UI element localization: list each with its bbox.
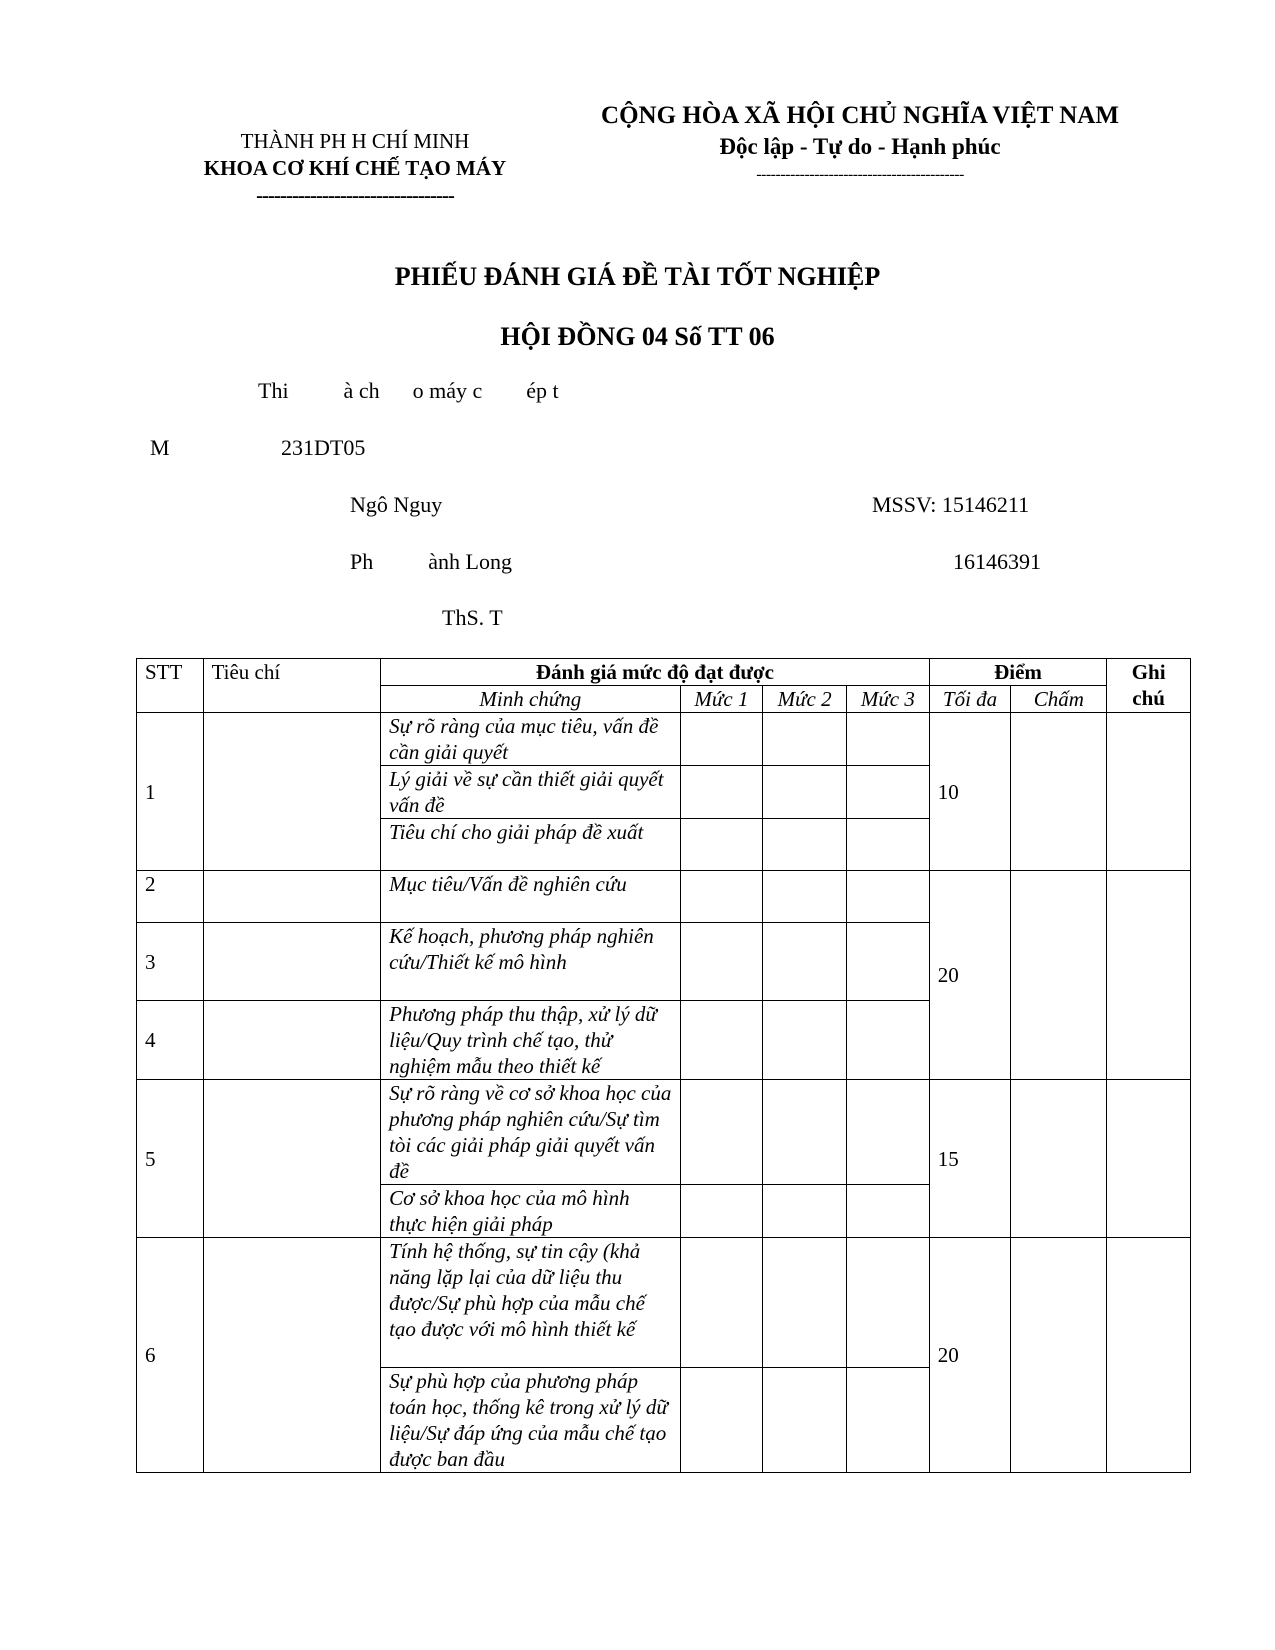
- header-max: Tối đa: [929, 686, 1011, 713]
- criteria-cell: [203, 1001, 381, 1080]
- criteria-cell: [203, 923, 381, 1001]
- header-score: Điểm: [929, 659, 1107, 686]
- header-graded: Chấm: [1011, 686, 1107, 713]
- table-row: [137, 713, 1191, 766]
- graded-score-cell[interactable]: [1011, 1080, 1107, 1238]
- max-score-cell: 10: [929, 713, 1011, 871]
- level2-cell[interactable]: [763, 1185, 847, 1238]
- level3-cell[interactable]: [846, 1368, 929, 1473]
- header-level2: Mức 2: [763, 686, 847, 713]
- max-score-cell: 20: [929, 1238, 1011, 1473]
- level1-cell[interactable]: [680, 766, 763, 819]
- page-title: PHIẾU ĐÁNH GIÁ ĐỀ TÀI TỐT NGHIỆP: [394, 262, 881, 291]
- header-level3: Mức 3: [846, 686, 929, 713]
- topic-code: 231DT05: [281, 435, 366, 460]
- level1-cell[interactable]: [680, 1368, 763, 1473]
- header-stt: STT: [137, 659, 204, 713]
- evidence-cell: Phương pháp thu thập, xử lý dữ liệu/Quy trình chế tạo, thử nghiệm mẫu theo thiết kế: [381, 1001, 681, 1080]
- header-level1: Mức 1: [680, 686, 763, 713]
- evidence-cell: Sự rõ ràng của mục tiêu, vấn đề cần giải quyết: [381, 713, 681, 766]
- evidence-cell: Sự rõ ràng về cơ sở khoa học của phương pháp nghiên cứu/Sự tìm tòi các giải pháp giải quyết vấn đề: [381, 1080, 681, 1185]
- level3-cell[interactable]: [846, 819, 929, 871]
- criteria-cell: [203, 871, 381, 923]
- student2-id: 16146391: [953, 549, 1041, 574]
- city-line: THÀNH PH H CHÍ MINH: [240, 129, 470, 153]
- table-row: [137, 1238, 1191, 1368]
- max-score-cell: 20: [929, 871, 1011, 1080]
- evidence-cell: Mục tiêu/Vấn đề nghiên cứu: [381, 871, 681, 923]
- level2-cell[interactable]: [763, 1238, 847, 1368]
- evidence-cell: Tính hệ thống, sự tin cậy (khả năng lặp lại của dữ liệu thu được/Sự phù hợp của mẫu chế tạo được với mô hình thiết kế: [381, 1238, 681, 1368]
- evidence-cell: Sự phù hợp của phương pháp toán học, thống kê trong xử lý dữ liệu/Sự đáp ứng của mẫu chế tạo được ban đầu: [381, 1368, 681, 1473]
- level1-cell[interactable]: [680, 1001, 763, 1080]
- note-cell[interactable]: [1107, 871, 1191, 1080]
- level2-cell[interactable]: [763, 1368, 847, 1473]
- level1-cell[interactable]: [680, 1080, 763, 1185]
- level3-cell[interactable]: [846, 923, 929, 1001]
- level1-cell[interactable]: [680, 713, 763, 766]
- note-cell[interactable]: [1107, 1238, 1191, 1473]
- graded-score-cell[interactable]: [1011, 1238, 1107, 1473]
- level3-cell[interactable]: [846, 1185, 929, 1238]
- level1-cell[interactable]: [680, 923, 763, 1001]
- table-row: [137, 871, 1191, 923]
- evidence-cell: Cơ sở khoa học của mô hình thực hiện giải pháp: [381, 1185, 681, 1238]
- national-header: [600, 100, 1120, 188]
- right-divider: -------------------------------------------: [756, 166, 964, 183]
- row-stt: 5: [137, 1080, 204, 1238]
- level2-cell[interactable]: [763, 713, 847, 766]
- council-subtitle: HỘI ĐỒNG 04 Số TT 06: [500, 322, 775, 351]
- max-score-cell: 15: [929, 1080, 1011, 1238]
- level2-cell[interactable]: [763, 871, 847, 923]
- criteria-cell: [203, 1080, 381, 1238]
- evidence-cell: Lý giải về sự cần thiết giải quyết vấn đề: [381, 766, 681, 819]
- code-label: M: [150, 435, 170, 460]
- level3-cell[interactable]: [846, 1238, 929, 1368]
- student1-name: Ngô Nguy: [350, 492, 443, 517]
- level2-cell[interactable]: [763, 1080, 847, 1185]
- left-divider: ---------------------------------: [256, 183, 454, 207]
- level3-cell[interactable]: [846, 871, 929, 923]
- graded-score-cell[interactable]: [1011, 871, 1107, 1080]
- row-stt: 2: [137, 871, 204, 923]
- level2-cell[interactable]: [763, 766, 847, 819]
- evidence-cell: Kế hoạch, phương pháp nghiên cứu/Thiết kế mô hình: [381, 923, 681, 1001]
- motto: Độc lập - Tự do - Hạnh phúc: [719, 134, 1001, 159]
- level3-cell[interactable]: [846, 1001, 929, 1080]
- criteria-cell: [203, 713, 381, 871]
- level3-cell[interactable]: [846, 713, 929, 766]
- row-stt: 1: [137, 713, 204, 871]
- country-name: CỘNG HÒA XÃ HỘI CHỦ NGHĨA VIỆT NAM: [601, 102, 1119, 129]
- level1-cell[interactable]: [680, 1238, 763, 1368]
- level3-cell[interactable]: [846, 766, 929, 819]
- level2-cell[interactable]: [763, 923, 847, 1001]
- advisor-name: ThS. T: [442, 605, 503, 630]
- evidence-cell: Tiêu chí cho giải pháp đề xuất: [381, 819, 681, 871]
- header-note: Ghi chú: [1107, 659, 1191, 713]
- note-cell[interactable]: [1107, 713, 1191, 871]
- evaluation-table: [136, 658, 1191, 1473]
- level1-cell[interactable]: [680, 1185, 763, 1238]
- level2-cell[interactable]: [763, 1001, 847, 1080]
- student2-name: Ph ành Long: [350, 549, 512, 574]
- institution-header: [190, 128, 520, 209]
- row-stt: 6: [137, 1238, 204, 1473]
- header-evidence: Minh chứng: [381, 686, 681, 713]
- row-stt: 3: [137, 923, 204, 1001]
- criteria-cell: [203, 1238, 381, 1473]
- header-assessment: Đánh giá mức độ đạt được: [381, 659, 930, 686]
- level2-cell[interactable]: [763, 819, 847, 871]
- student1-id: MSSV: 15146211: [872, 492, 1030, 517]
- level3-cell[interactable]: [846, 1080, 929, 1185]
- level1-cell[interactable]: [680, 819, 763, 871]
- faculty-name: KHOA CƠ KHÍ CHẾ TẠO MÁY: [203, 156, 507, 180]
- header-criteria: Tiêu chí: [203, 659, 381, 713]
- row-stt: 4: [137, 1001, 204, 1080]
- graded-score-cell[interactable]: [1011, 713, 1107, 871]
- table-row: [137, 1080, 1191, 1185]
- level1-cell[interactable]: [680, 871, 763, 923]
- topic-line: Thi à ch o máy c ép t: [258, 378, 559, 403]
- note-cell[interactable]: [1107, 1080, 1191, 1238]
